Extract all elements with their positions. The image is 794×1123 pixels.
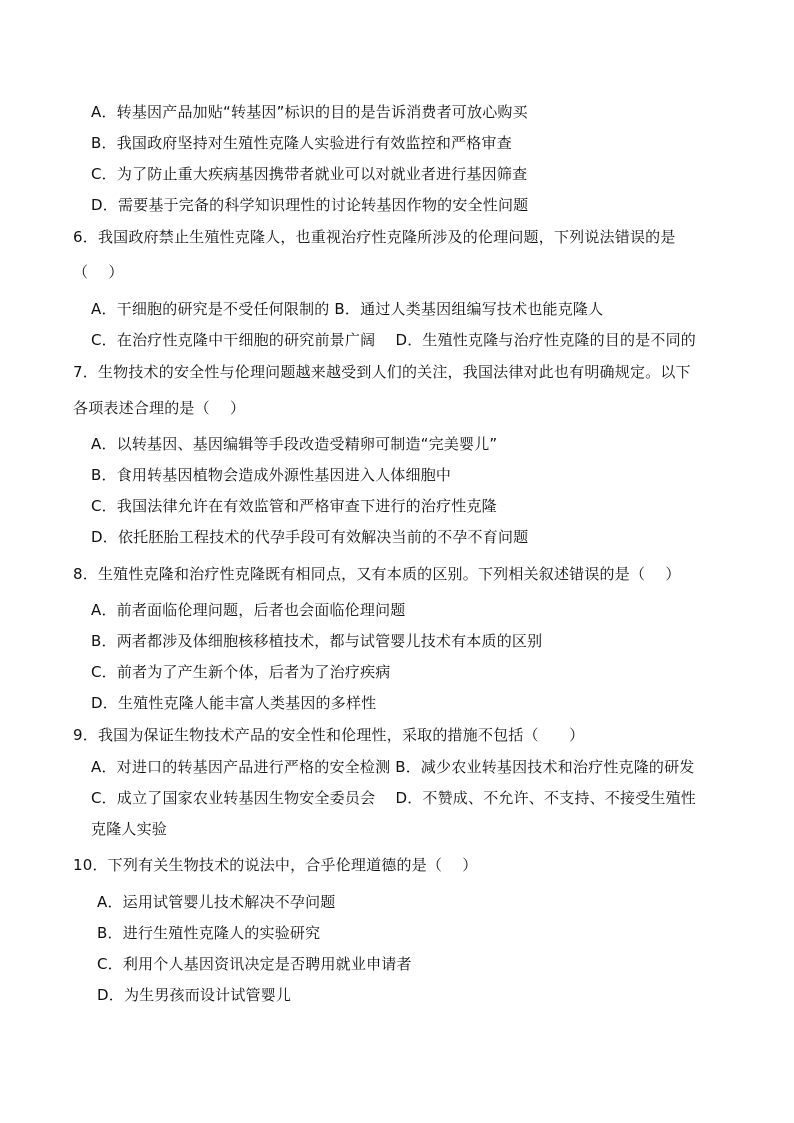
question-6-options-ab: A．干细胞的研究是不受任何限制的 B．通过人类基因组编写技术也能克隆人 (91, 300, 604, 318)
prev-option-b: B．我国政府坚持对生殖性克隆人实验进行有效监控和严格审查 (91, 134, 512, 152)
question-10-option-b: B．进行生殖性克隆人的实验研究 (97, 924, 321, 942)
question-7-option-b: B．食用转基因植物会造成外源性基因进入人体细胞中 (91, 466, 452, 484)
prev-option-a: A．转基因产品加贴“转基因”标识的目的是告诉消费者可放心购买 (91, 103, 528, 121)
question-9-options-cd: C．成立了国家农业转基因生物安全委员会 D．不赞成、不允许、不支持、不接受生殖性 (91, 789, 696, 807)
prev-option-c: C．为了防止重大疾病基因携带者就业可以对就业者进行基因筛查 (91, 165, 528, 183)
question-7-stem-cont: 各项表述合理的是（ ） (73, 399, 246, 417)
question-7-option-c: C．我国法律允许在有效监管和严格审查下进行的治疗性克隆 (91, 497, 497, 515)
question-10-option-d: D．为生男孩而设计试管婴儿 (97, 986, 292, 1004)
question-8-option-c: C．前者为了产生新个体，后者为了治疗疾病 (91, 663, 391, 681)
question-8-option-a: A．前者面临伦理问题，后者也会面临伦理问题 (91, 601, 406, 619)
question-9-options-ab: A．对进口的转基因产品进行严格的安全检测 B．减少农业转基因技术和治疗性克隆的研发 (91, 758, 695, 776)
question-7-option-a: A．以转基因、基因编辑等手段改造受精卵可制造“完美婴儿” (91, 435, 498, 453)
question-6-stem: 6．我国政府禁止生殖性克隆人，也重视治疗性克隆所涉及的伦理问题，下列说法错误的是 (73, 228, 676, 246)
question-9-option-d-cont: 克隆人实验 (91, 820, 168, 838)
question-10-option-a: A．运用试管婴儿技术解决不孕问题 (97, 893, 336, 911)
prev-option-d: D．需要基于完备的科学知识理性的讨论转基因作物的安全性问题 (91, 196, 529, 214)
question-10-stem: 10．下列有关生物技术的说法中，合乎伦理道德的是（ ） (73, 856, 478, 874)
question-7-stem: 7．生物技术的安全性与伦理问题越来越受到人们的关注，我国法律对此也有明确规定。以下 (73, 363, 691, 381)
question-8-stem: 8．生殖性克隆和治疗性克隆既有相同点，又有本质的区别。下列相关叙述错误的是（ ） (73, 565, 681, 583)
question-7-option-d: D．依托胚胎工程技术的代孕手段可有效解决当前的不孕不育问题 (91, 528, 529, 546)
question-8-option-b: B．两者都涉及体细胞核移植技术，都与试管婴儿技术有本质的区别 (91, 632, 543, 650)
question-6-options-cd: C．在治疗性克隆中干细胞的研究前景广阔 D．生殖性克隆与治疗性克隆的目的是不同的 (91, 331, 696, 349)
question-8-option-d: D．生殖性克隆人能丰富人类基因的多样性 (91, 694, 377, 712)
question-9-stem: 9．我国为保证生物技术产品的安全性和伦理性，采取的措施不包括（ ） (73, 726, 585, 744)
question-10-option-c: C．利用个人基因资讯决定是否聘用就业申请者 (97, 955, 412, 973)
question-6-answer-blank: （ ） (73, 263, 124, 281)
